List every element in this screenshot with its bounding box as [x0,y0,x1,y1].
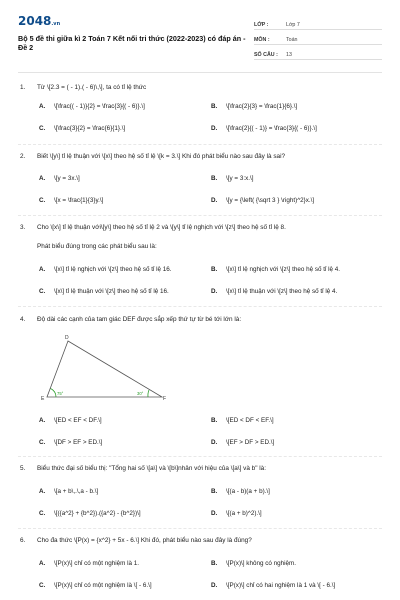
meta-row-count [254,45,382,60]
meta-value: 13 [286,52,292,58]
question-divider [18,456,382,457]
option-b[interactable]: B. \[x\] tỉ lệ nghịch với \[z\] theo hệ số tỉ lệ 4. [211,266,341,273]
page-title: Bộ 5 đề thi giữa kì 2 Toán 7 Kết nối tri thức (2022-2023) có đáp án - Đề 2 [18,34,246,52]
option-d[interactable]: D. \[\frac{2}{( - 1)} = \frac{3}{( - 6)}.\] [211,125,317,132]
option-c[interactable]: C. \[x = \frac{1}{3}y.\] [39,197,104,204]
question-text: Cho \[x\] tỉ lệ thuận với\[y\] theo hệ số tỉ lệ 2 và \[y\] tỉ lệ nghịch với \[z\] theo hệ số tỉ lệ 8. [37,224,286,231]
document-header [18,12,382,68]
meta-row-class [254,15,382,30]
option-b[interactable]: B. \[P(x)\] không có nghiệm. [211,560,296,567]
angle-e-arc [51,389,57,398]
option-a[interactable]: A. \[\frac{( - 1)}{2} = \frac{3}{( - 6)}.\] [39,103,145,110]
option-a[interactable]: A. \[ED < EF < DF.\] [39,417,102,424]
vertex-e-label: E [41,396,45,402]
option-c[interactable]: C. \[P(x)\] chỉ có một nghiệm là \[ - 6.\] [39,582,152,589]
question-subtext: Phát biểu đúng trong các phát biểu sau là: [37,243,157,250]
meta-label: LỚP : [254,22,269,28]
site-logo[interactable]: 2048.vn [18,14,61,28]
vertex-f-label: F [163,396,167,402]
option-d[interactable]: D. \[x\] tỉ lệ thuận với \[z\] theo hệ số tỉ lệ 4. [211,288,338,295]
question-divider [18,215,382,216]
option-d[interactable]: D. \[y = {\left( {\sqrt 3 } \right)^2}x.\] [211,197,315,204]
option-a[interactable]: A. \[P(x)\] chỉ có một nghiệm là 1. [39,560,140,567]
question-number: 2. [20,153,26,160]
option-c[interactable]: C. \[\frac{3}{2} = \frac{6}{1}.\] [39,125,126,132]
angle-f-arc [148,390,149,397]
question-divider [18,306,382,307]
meta-row-subject [254,30,382,45]
option-c[interactable]: C. \[({a^2} + {b^2}).({a^2} - {b^2})\] [39,510,141,517]
option-c[interactable]: C. \[DF > EF > ED.\] [39,439,103,446]
vertex-d-label: D [65,335,69,341]
meta-label: SỐ CÂU : [254,52,278,58]
option-a[interactable]: A. \[x\] tỉ lệ nghịch với \[z\] theo hệ số tỉ lệ 16. [39,266,172,273]
option-b[interactable]: B. \[y = 3:x.\] [211,175,254,182]
option-d[interactable]: D. \[EF > DF > ED.\] [211,439,275,446]
option-a[interactable]: A. \[a + b\,.\,a - b.\] [39,488,99,495]
option-a[interactable]: A. \[y = 3x.\] [39,175,80,182]
question-text: Biết \[y\] tỉ lệ thuận với \[x\] theo hệ số tỉ lệ \[k = 3.\] Khi đó phát biểu nào sau đây là sai? [37,153,286,160]
question-text: Độ dài các cạnh của tam giác DEF được sắp xếp thứ tự từ bé tới lớn là: [37,316,242,323]
option-b[interactable]: B. \[\frac{2}{3} = \frac{1}{6}.\] [211,103,298,110]
triangle-def [47,341,162,397]
option-c[interactable]: C. \[x\] tỉ lệ thuận với \[z\] theo hệ số tỉ lệ 16. [39,288,169,295]
question-number: 6. [20,537,26,544]
option-b[interactable]: B. \[(a - b)(a + b).\] [211,488,270,495]
meta-label: MÔN : [254,37,270,43]
question-number: 4. [20,316,26,323]
angle-e-label: 75° [57,391,64,396]
question-number: 3. [20,224,26,231]
question-divider [18,144,382,145]
question-number: 1. [20,84,26,91]
header-divider [18,72,382,73]
option-d[interactable]: D. \[P(x)\] chỉ có hai nghiệm là 1 và \[ - 6.\] [211,582,336,589]
angle-f-label: 30° [137,391,144,396]
question-divider [18,528,382,529]
option-d[interactable]: D. \[(a + b)^2).\] [211,510,262,517]
meta-table [254,15,382,60]
meta-value: Lớp 7 [286,22,300,28]
meta-value: Toán [286,37,298,43]
triangle-def-figure [38,332,168,402]
question-text: Cho đa thức \[P(x) = {x^2} + 5x - 6.\] Khi đó, phát biểu nào sau đây là đúng? [37,537,252,544]
option-b[interactable]: B. \[ED < DF < EF.\] [211,417,274,424]
question-text: Từ \[2.3 = ( - 1).( - 6)\,\], ta có tỉ lệ thức [37,84,147,91]
question-text: Biểu thức đại số biểu thị: "Tổng hai số \[a\] và \[b\]nhân với hiệu của \[a\] và b" là: [37,465,266,472]
question-number: 5. [20,465,26,472]
